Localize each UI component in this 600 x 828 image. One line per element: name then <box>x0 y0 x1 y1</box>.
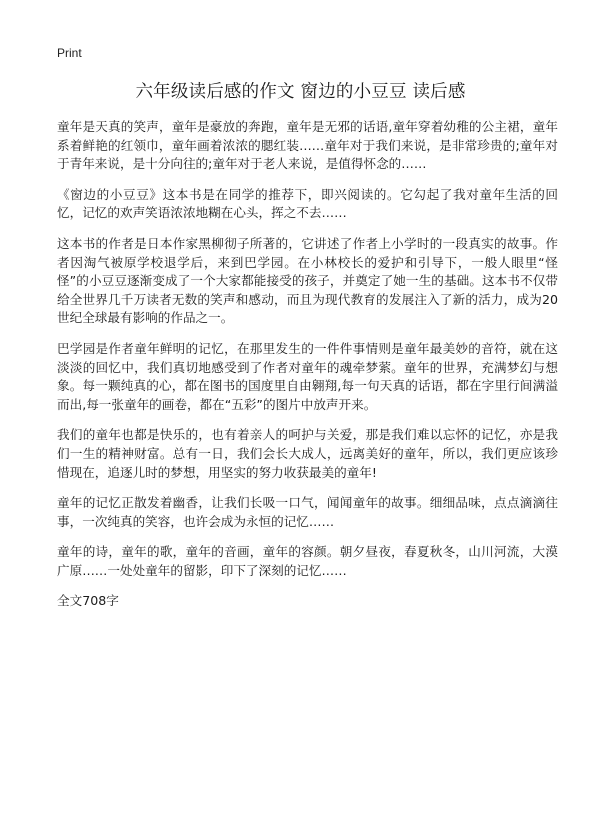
paragraph-6: 童年的记忆正散发着幽香，让我们长吸一口气，闻闻童年的故事。细细品味，点点滴滴往事，一次纯真的笑容，也许会成为永恒的记忆…… <box>57 495 558 529</box>
paragraph-5: 我们的童年也都是快乐的，也有着亲人的呵护与关爱，那是我们难以忘怀的记忆，亦是我们一生的精神财富。总有一日，我们会长大成人，远离美好的童年，所以，我们更应该珍惜现在，追逐儿时的梦想，用坚实的努力收获最美的童年! <box>57 427 558 480</box>
paragraph-4: 巴学园是作者童年鲜明的记忆，在那里发生的一件件事情则是童年最美妙的音符，就在这淡淡的回忆中，我们真切地感受到了作者对童年的魂牵梦萦。童年的世界，充满梦幻与想象。每一颗纯真的心，都在图书的国度里自由翱翔,每一句天真的话语，都在字里行间满溢而出,每一张童年的画卷，都在“五彩”的图片中放声开来。 <box>57 340 558 412</box>
word-count: 全文708字 <box>57 593 119 609</box>
paragraph-3: 这本书的作者是日本作家黑柳彻子所著的，它讲述了作者上小学时的一段真实的故事。作者因淘气被原学校退学后，来到巴学园。在小林校长的爱护和引导下，一般人眼里“怪怪”的小豆豆逐渐变成了一个大家都能接受的孩子，并奠定了她一生的基础。这本书不仅带给全世界几千万读者无数的笑声和感动，而且为现代教育的发展注入了新的活力，成为20世纪全球最有影响的作品之一。 <box>57 235 558 326</box>
document-title: 六年级读后感的作文 窗边的小豆豆 读后感 <box>135 82 466 102</box>
paragraph-7: 童年的诗，童年的歌，童年的音画，童年的容颜。朝夕昼夜，春夏秋冬，山川河流，大漠广原……一处处童年的留影，印下了深刻的记忆…… <box>57 544 558 578</box>
paragraph-1: 童年是天真的笑声，童年是豪放的奔跑，童年是无邪的话语,童年穿着幼稚的公主裙，童年系着鲜艳的红领巾，童年画着浓浓的腮红装……童年对于我们来说，是非常珍贵的;童年对于青年来说，是十分向往的;童年对于老人来说，是值得怀念的…… <box>57 119 558 172</box>
paragraph-2: 《窗边的小豆豆》这本书是在同学的推荐下，即兴阅读的。它勾起了我对童年生活的回忆，记忆的欢声笑语浓浓地糊在心头，挥之不去…… <box>57 186 558 221</box>
print-label: Print <box>57 46 82 60</box>
